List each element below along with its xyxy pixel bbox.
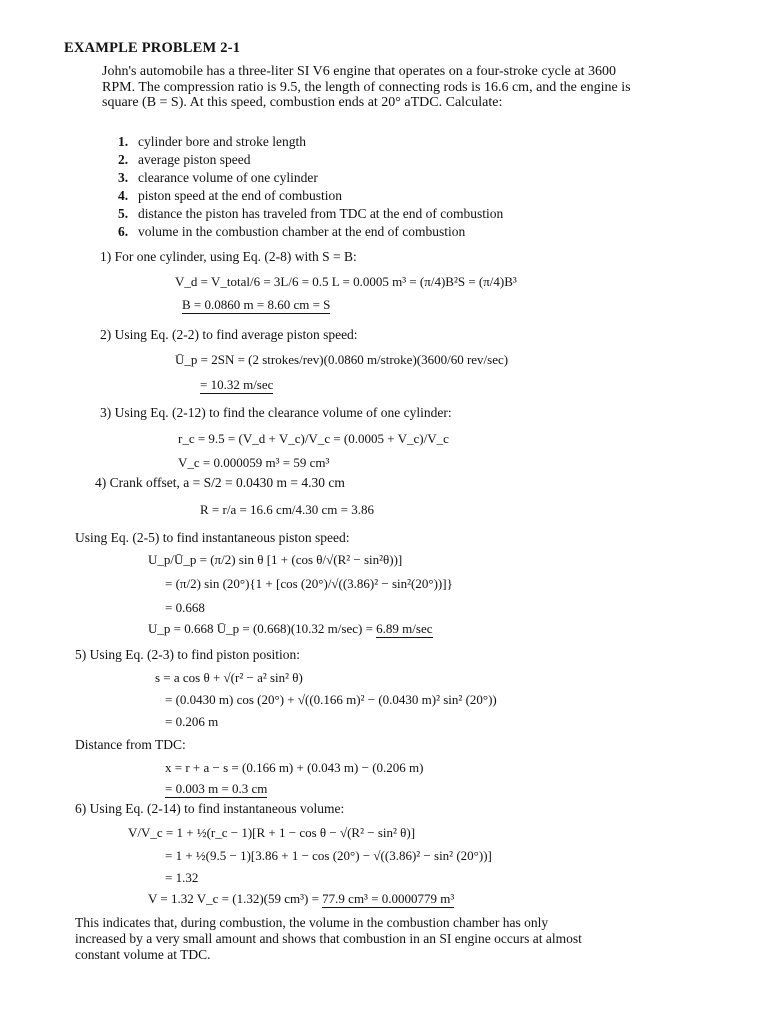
step-4-subheading: Using Eq. (2-5) to find instantaneous piston speed: xyxy=(75,530,350,545)
step-1-heading: 1) For one cylinder, using Eq. (2-8) with S = B: xyxy=(100,249,357,264)
step-4-heading: 4) Crank offset, a = S/2 = 0.0430 m = 4.30 cm xyxy=(95,475,345,490)
list-text: volume in the combustion chamber at the end of combustion xyxy=(138,224,466,239)
step-6-value: = 1.32 xyxy=(165,870,199,885)
step-5-distance-equation: x = r + a − s = (0.166 m) + (0.043 m) − (0.206 m) xyxy=(165,760,424,775)
step-4-ratio: R = r/a = 16.6 cm/4.30 cm = 3.86 xyxy=(200,502,375,517)
step-4-equation: U_p/Ū_p = (π/2) sin θ [1 + (cos θ/√(R² − sin²θ))] xyxy=(148,552,403,567)
step-5-result: = 0.003 m = 0.3 cm xyxy=(165,781,268,796)
task-list xyxy=(118,133,503,241)
step-6-heading: 6) Using Eq. (2-14) to find instantaneous volume: xyxy=(75,801,345,816)
step-2-heading: 2) Using Eq. (2-2) to find average piston speed: xyxy=(100,327,358,342)
step-5-substitution: = (0.0430 m) cos (20°) + √((0.166 m)² − (0.0430 m)² sin² (20°)) xyxy=(165,692,497,707)
step-5-value: = 0.206 m xyxy=(165,714,219,729)
list-item xyxy=(118,205,503,223)
step-3-equation: r_c = 9.5 = (V_d + V_c)/V_c = (0.0005 + V_c)/V_c xyxy=(178,431,449,446)
step-2-equation: Ū_p = 2SN = (2 strokes/rev)(0.0860 m/stroke)(3600/60 rev/sec) xyxy=(175,352,509,367)
list-number: 6. xyxy=(118,224,129,239)
list-number: 1. xyxy=(118,134,129,149)
step-6-substitution: = 1 + ½(9.5 − 1)[3.86 + 1 − cos (20°) − √((3.86)² − sin² (20°))] xyxy=(165,848,492,863)
list-number: 4. xyxy=(118,188,129,203)
step-5-equation: s = a cos θ + √(r² − a² sin² θ) xyxy=(155,670,303,685)
list-number: 2. xyxy=(118,152,129,167)
list-item xyxy=(118,169,503,187)
step-4-result: U_p = 0.668 Ū_p = (0.668)(10.32 m/sec) = 6.89 m/sec xyxy=(148,621,433,636)
list-text: cylinder bore and stroke length xyxy=(138,134,306,149)
list-number: 3. xyxy=(118,170,129,185)
list-item xyxy=(118,187,503,205)
step-6-equation: V/V_c = 1 + ½(r_c − 1)[R + 1 − cos θ − √(R² − sin² θ)] xyxy=(128,825,416,840)
step-1-equation: V_d = V_total/6 = 3L/6 = 0.5 L = 0.0005 m³ = (π/4)B²S = (π/4)B³ xyxy=(175,274,517,289)
step-5-subheading: Distance from TDC: xyxy=(75,737,186,752)
list-item xyxy=(118,133,503,151)
step-1-result: B = 0.0860 m = 8.60 cm = S xyxy=(182,297,331,312)
step-4-substitution: = (π/2) sin (20°){1 + [cos (20°)/√((3.86)² − sin²(20°))]} xyxy=(165,576,453,591)
list-item xyxy=(118,223,503,241)
step-3-result: V_c = 0.000059 m³ = 59 cm³ xyxy=(178,455,330,470)
list-number: 5. xyxy=(118,206,129,221)
list-text: piston speed at the end of combustion xyxy=(138,188,342,203)
step-5-heading: 5) Using Eq. (2-3) to find piston position: xyxy=(75,647,300,662)
problem-title: EXAMPLE PROBLEM 2-1 xyxy=(64,40,241,56)
list-text: average piston speed xyxy=(138,152,251,167)
list-item xyxy=(118,151,503,169)
step-4-value: = 0.668 xyxy=(165,600,205,615)
list-text: distance the piston has traveled from TDC at the end of combustion xyxy=(138,206,504,221)
problem-statement: John's automobile has a three-liter SI V6 engine that operates on a four-stroke cycle at 3600 RPM. The compression ratio is 9.5, the length of connecting rods is 16.6 cm, and the engine is square (B = S). At this speed, combustion ends at 20° aTDC. Calculate: xyxy=(102,64,631,110)
list-text: clearance volume of one cylinder xyxy=(138,170,318,185)
conclusion-paragraph: This indicates that, during combustion, the volume in the combustion chamber has only increased by a very small amount and shows that combustion in an SI engine occurs at almost constant volume at TDC. xyxy=(75,915,582,962)
step-3-heading: 3) Using Eq. (2-12) to find the clearance volume of one cylinder: xyxy=(100,405,452,420)
step-6-result: V = 1.32 V_c = (1.32)(59 cm³) = 77.9 cm³ = 0.0000779 m³ xyxy=(148,891,455,906)
step-2-result: = 10.32 m/sec xyxy=(200,377,274,392)
